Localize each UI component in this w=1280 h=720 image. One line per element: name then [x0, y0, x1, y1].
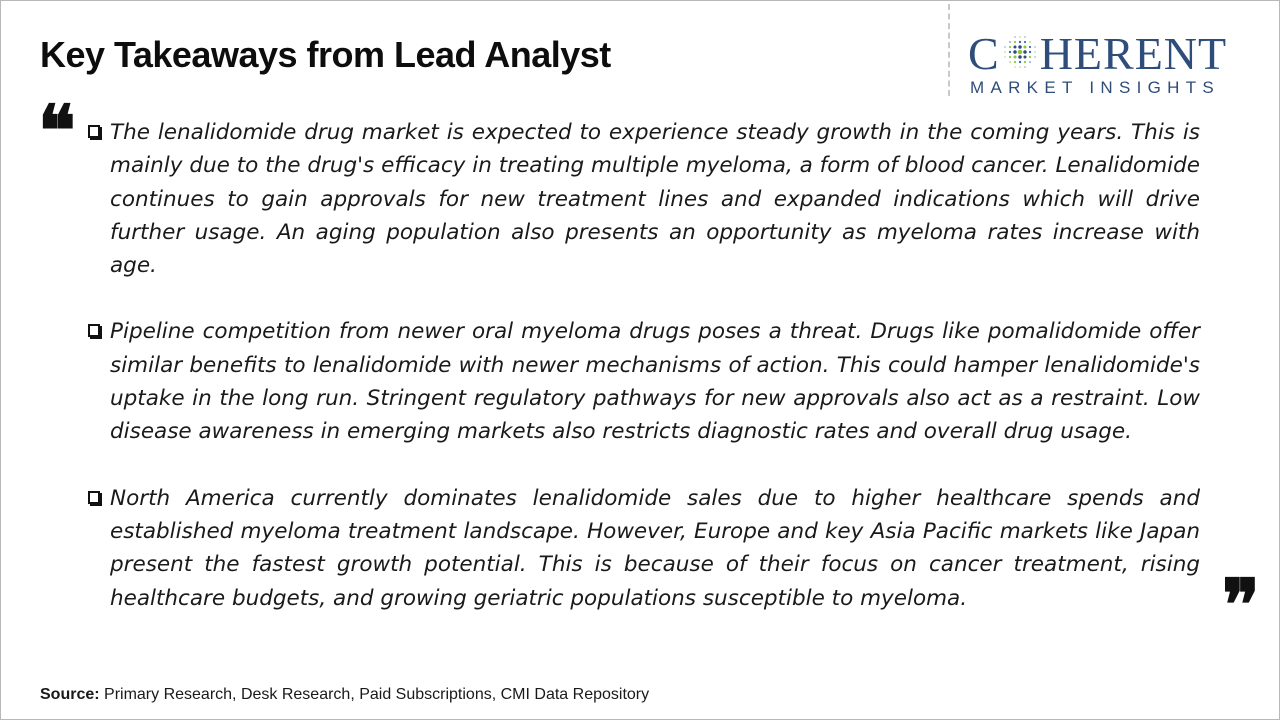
checkbox-bullet-icon: [88, 324, 100, 337]
checkbox-bullet-icon: [88, 125, 100, 138]
takeaway-text: The lenalidomide drug market is expected to experience steady growth in the coming years. This is mainly due to the drug's efficacy in treating multiple myeloma, a form of blood cancer. Lenalidomide continues to gain approvals for new treatment lines and expanded indications which will drive further usage. An aging population also presents an opportunity as myeloma rates increase with age.: [110, 120, 1200, 279]
takeaway-item: [86, 116, 1200, 282]
logo-tagline: MARKET INSIGHTS: [970, 78, 1221, 97]
open-quote-icon: ❝: [38, 89, 76, 172]
logo-wordmark: [968, 30, 1227, 78]
logo-dots-icon: [1001, 32, 1039, 70]
takeaway-text: North America currently dominates lenalidomide sales due to higher healthcare spends and established myeloma treatment landscape. However, Europe and key Asia Pacific markets like Japan present the fastest growth potential. This is because of their focus on cancer treatment, rising healthcare budgets, and growing geriatric populations susceptible to myeloma.: [110, 485, 1200, 611]
takeaway-item: [86, 315, 1200, 448]
source-label: Source:: [40, 686, 100, 703]
close-quote-icon: ❞: [1222, 563, 1260, 646]
source-note: [40, 686, 649, 704]
takeaway-item: [86, 482, 1200, 615]
takeaways-list: [86, 116, 1200, 615]
logo-globe-icon: [1001, 33, 1039, 71]
takeaway-text: Pipeline competition from newer oral myeloma drugs poses a threat. Drugs like pomalidomide offer similar benefits to lenalidomide with newer mechanisms of action. This could hamper lenalidomide's uptake in the long run. Stringent regulatory pathways for new approvals also act as a restraint. Low disease awareness in emerging markets also restricts diagnostic rates and overall drug usage.: [110, 319, 1200, 445]
checkbox-bullet-icon: [88, 491, 100, 504]
logo-letters-herent: HERENT: [1039, 28, 1228, 79]
header-divider: [948, 4, 950, 96]
company-logo: [968, 30, 1263, 100]
source-text: Primary Research, Desk Research, Paid Subscriptions, CMI Data Repository: [99, 686, 650, 703]
logo-letter-c: C: [968, 28, 1000, 79]
page-title: Key Takeaways from Lead Analyst: [40, 34, 611, 75]
